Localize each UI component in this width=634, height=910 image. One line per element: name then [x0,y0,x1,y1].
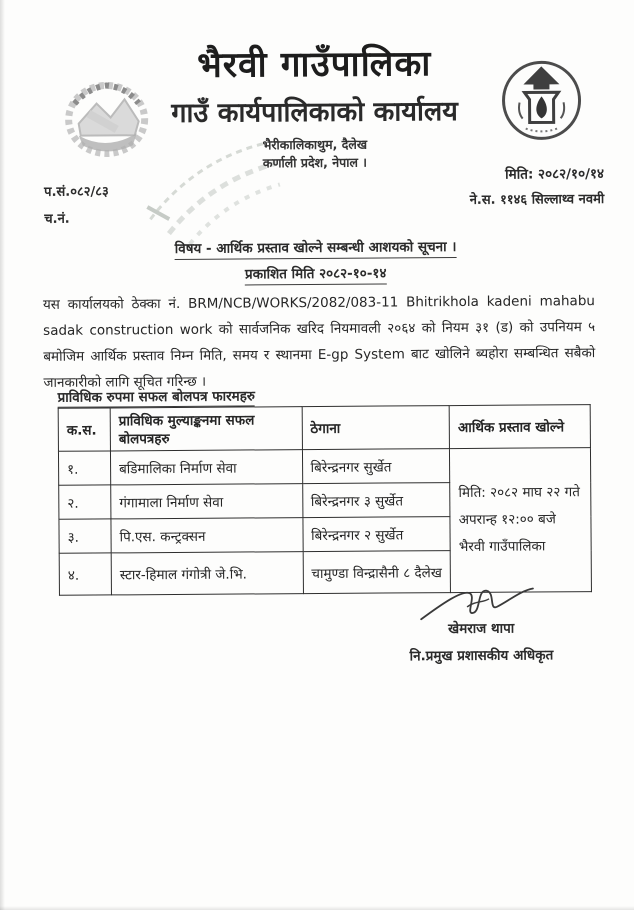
address-line-1: भैरीकालिकाथुम, दैलेख [262,136,368,153]
nepal-sambat-line: ने.स. ११४६ सिल्लाथ्व नवमी [469,191,605,208]
municipality-name: भैरवी गाउँपालिका [196,44,432,86]
ref-value: ०८२/८३ [70,184,109,200]
office-name: गाउँ कार्यपालिकाको कार्यालय [171,96,459,130]
body-paragraph: यस कार्यालयको ठेक्का नं. BRM/NCB/WORKS/2082/083-11 Bhitrikhola kadeni mahabu sadak construction work को सार्वजनिक खरिद नियमावली २०६४ को नियम ३१ (ड) को उपनियम ५ बमोजिम आर्थिक प्रस्ताव निम्न मिति, समय र स्थानमा E-gp System बाट खोलिने ब्यहोरा सम्बन्धित सबैको जानकारीको लागि सूचित गरिन्छ । [42,293,596,391]
cell-sn: ४. [59,553,111,595]
cell-sn: ३. [59,519,111,553]
cell-bidder: बडिमालिका निर्माण सेवा [110,450,302,485]
cell-address: बिरेन्द्रनगर ३ सुर्खेत [302,483,450,518]
subject-line-wrap [0,235,633,261]
ref-label: प.सं. [44,184,71,200]
table-row [58,448,590,486]
cell-bidder: स्टार-हिमाल गंगोत्री जे.भि. [111,552,303,595]
cell-bidder: पि.एस. कन्ट्रक्सन [111,518,303,553]
date-line: मिति: २०८२/१०/१४ [505,165,605,183]
table-header-row [58,405,590,452]
cell-address: बिरेन्द्रनगर सुर्खेत [302,449,450,484]
cell-address: चामुण्डा विन्द्रासैनी ८ दैलेख [303,551,451,594]
cell-sn: २. [59,485,111,519]
address-line-2: कर्णाली प्रदेश, नेपाल । [262,154,368,171]
col-header-sn: क.स. [58,408,110,451]
dispatch-number-line: च.नं. [44,211,70,227]
table-caption-wrap [58,385,256,407]
signature-block [365,584,598,665]
col-header-address: ठेगाना [302,406,450,450]
cell-sn: १. [58,451,110,485]
reference-block [44,181,109,226]
ref-number-line [44,181,109,199]
col-header-opening: आर्थिक प्रस्ताव खोल्ने [449,405,590,449]
published-date-line: प्रकाशित मिति २०८२-१०-१४ [245,264,387,286]
cell-opening-details: मिति: २०८२ माघ २२ गते अपरान्ह १२:०० बजे भैरवी गाउँपालिका [450,448,592,593]
subject-line: विषय - आर्थिक प्रस्ताव खोल्ने सम्बन्धी आशयको सूचना । [175,237,457,260]
bidders-table [58,404,592,596]
signatory-title: नि.प्रमुख प्रशासकीय अधिकृत [409,647,554,665]
cell-address: बिरेन्द्रनगर २ सुर्खेत [302,517,450,552]
signatory-name: खेमराज थापा [448,620,515,638]
published-date-wrap [0,261,633,287]
cell-bidder: गंगामाला निर्माण सेवा [111,484,303,519]
col-header-bidder: प्राविधिक मुल्याङ्कनमा सफल बोलपत्रहरु [110,407,302,451]
table-caption: प्राविधिक रुपमा सफल बोलपत्र फारमहरु [57,388,256,406]
date-block [469,164,604,208]
